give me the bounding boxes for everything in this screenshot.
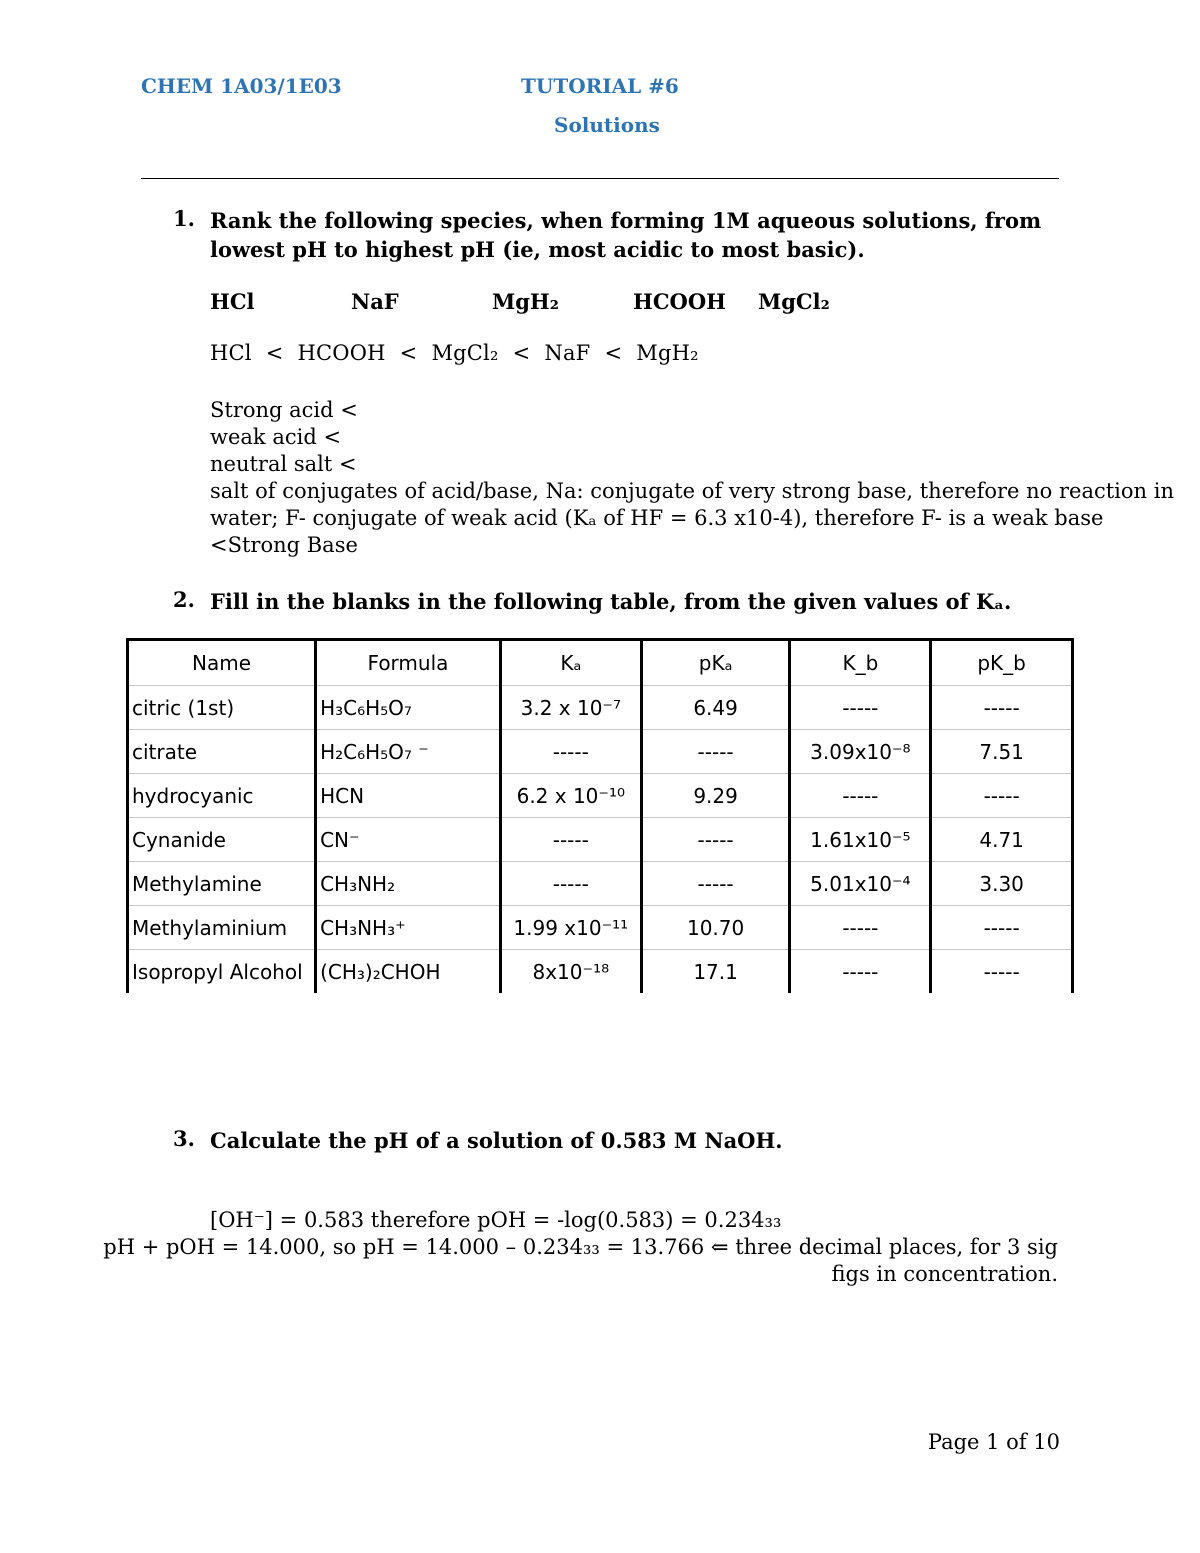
explanation-line: neutral salt < bbox=[210, 452, 357, 476]
table-row bbox=[128, 686, 1073, 730]
table-cell: ----- bbox=[641, 818, 790, 862]
table-cell: CH₃NH₃⁺ bbox=[316, 906, 501, 950]
table-header: K_b bbox=[790, 640, 931, 686]
species-item: MgH₂ bbox=[492, 289, 559, 314]
page-number: Page 1 of 10 bbox=[927, 1430, 1060, 1454]
q3-question: Calculate the pH of a solution of 0.583 M NaOH. bbox=[210, 1128, 783, 1153]
table-cell: 3.2 x 10⁻⁷ bbox=[500, 686, 641, 730]
table-cell: 1.61x10⁻⁵ bbox=[790, 818, 931, 862]
table-cell: HCN bbox=[316, 774, 501, 818]
rank-sep: < bbox=[604, 341, 623, 365]
table-cell: ----- bbox=[931, 950, 1073, 994]
explanation-line: Strong acid < bbox=[210, 398, 358, 422]
q3-answer-line-2: pH + pOH = 14.000, so pH = 14.000 – 0.234₃₃ = 13.766 ⇐ three decimal places, for 3 sig bbox=[103, 1235, 1058, 1259]
table-cell: 6.49 bbox=[641, 686, 790, 730]
rank-item: HCl bbox=[210, 341, 252, 365]
table-cell: Isopropyl Alcohol bbox=[128, 950, 316, 994]
table-cell: 6.2 x 10⁻¹⁰ bbox=[500, 774, 641, 818]
table-cell: ----- bbox=[790, 906, 931, 950]
table-cell: ----- bbox=[500, 818, 641, 862]
table-cell: H₃C₆H₅O₇ bbox=[316, 686, 501, 730]
table-cell: ----- bbox=[500, 862, 641, 906]
header-rule bbox=[141, 178, 1059, 179]
rank-sep: < bbox=[512, 341, 531, 365]
species-item: MgCl₂ bbox=[758, 289, 830, 314]
q2-question: Fill in the blanks in the following table, from the given values of Kₐ. bbox=[210, 589, 1012, 614]
table-row bbox=[128, 818, 1073, 862]
table-cell: H₂C₆H₅O₇ ⁻ bbox=[316, 730, 501, 774]
q3-number: 3. bbox=[173, 1126, 195, 1151]
table-cell: ----- bbox=[641, 730, 790, 774]
rank-item: MgCl₂ bbox=[431, 341, 499, 365]
table-row bbox=[128, 906, 1073, 950]
q3-answer-line-3: figs in concentration. bbox=[831, 1262, 1058, 1286]
table-cell: CN⁻ bbox=[316, 818, 501, 862]
course-code: CHEM 1A03/1E03 bbox=[141, 74, 342, 98]
table-header: pK_b bbox=[931, 640, 1073, 686]
table-cell: 4.71 bbox=[931, 818, 1073, 862]
table-cell: Methylaminium bbox=[128, 906, 316, 950]
table-cell: 3.30 bbox=[931, 862, 1073, 906]
explanation-line: water; F- conjugate of weak acid (Kₐ of HF = 6.3 x10-4), therefore F- is a weak base bbox=[210, 506, 1104, 530]
table-cell: 17.1 bbox=[641, 950, 790, 994]
ka-table bbox=[126, 638, 1074, 993]
table-cell: citrate bbox=[128, 730, 316, 774]
explanation-line: weak acid < bbox=[210, 425, 342, 449]
table-cell: 1.99 x10⁻¹¹ bbox=[500, 906, 641, 950]
explanation-line: <Strong Base bbox=[210, 533, 358, 557]
table-cell: 8x10⁻¹⁸ bbox=[500, 950, 641, 994]
species-item: HCl bbox=[210, 289, 255, 314]
table-cell: ----- bbox=[931, 774, 1073, 818]
table-header: Kₐ bbox=[500, 640, 641, 686]
table-header: Name bbox=[128, 640, 316, 686]
table-cell: 3.09x10⁻⁸ bbox=[790, 730, 931, 774]
rank-item: HCOOH bbox=[297, 341, 386, 365]
q3-answer-line-1: [OH⁻] = 0.583 therefore pOH = -log(0.583) = 0.234₃₃ bbox=[210, 1208, 782, 1232]
q2-number: 2. bbox=[173, 587, 195, 612]
table-cell: ----- bbox=[790, 950, 931, 994]
q1-number: 1. bbox=[173, 206, 195, 231]
table-row bbox=[128, 730, 1073, 774]
q1-question: Rank the following species, when forming 1M aqueous solutions, from lowest pH to highest pH (ie, most acidic to most basic). bbox=[210, 208, 1042, 262]
tutorial-title: TUTORIAL #6 bbox=[521, 74, 679, 98]
table-cell: 10.70 bbox=[641, 906, 790, 950]
species-item: HCOOH bbox=[633, 289, 726, 314]
table-cell: ----- bbox=[931, 906, 1073, 950]
rank-item: NaF bbox=[544, 341, 591, 365]
table-cell: ----- bbox=[790, 774, 931, 818]
table-cell: Cynanide bbox=[128, 818, 316, 862]
table-cell: Methylamine bbox=[128, 862, 316, 906]
table-cell: ----- bbox=[931, 686, 1073, 730]
table-cell: ----- bbox=[500, 730, 641, 774]
table-cell: CH₃NH₂ bbox=[316, 862, 501, 906]
table-cell: citric (1st) bbox=[128, 686, 316, 730]
q1-ranking bbox=[210, 341, 699, 365]
table-header-row bbox=[128, 640, 1073, 686]
table-header: pKₐ bbox=[641, 640, 790, 686]
rank-sep: < bbox=[399, 341, 418, 365]
rank-sep: < bbox=[265, 341, 284, 365]
rank-item: MgH₂ bbox=[636, 341, 699, 365]
species-item: NaF bbox=[351, 289, 399, 314]
explanation-line: salt of conjugates of acid/base, Na: conjugate of very strong base, therefore no reaction in bbox=[210, 479, 1174, 503]
table-cell: hydrocyanic bbox=[128, 774, 316, 818]
table-row bbox=[128, 862, 1073, 906]
table-row bbox=[128, 774, 1073, 818]
tutorial-subtitle: Solutions bbox=[554, 113, 660, 137]
table-cell: 9.29 bbox=[641, 774, 790, 818]
table-cell: 5.01x10⁻⁴ bbox=[790, 862, 931, 906]
table-cell: ----- bbox=[641, 862, 790, 906]
table-row bbox=[128, 950, 1073, 994]
table-header: Formula bbox=[316, 640, 501, 686]
table-cell: 7.51 bbox=[931, 730, 1073, 774]
table-cell: ----- bbox=[790, 686, 931, 730]
table-cell: (CH₃)₂CHOH bbox=[316, 950, 501, 994]
